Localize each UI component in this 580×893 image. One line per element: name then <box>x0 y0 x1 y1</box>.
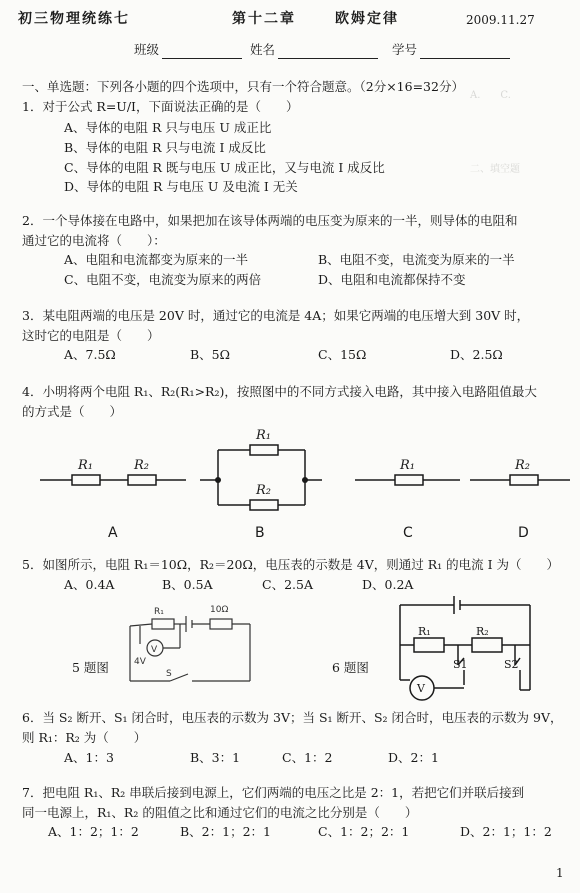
q1-option-c[interactable]: C、导体的电阻 R 既与电压 U 成正比，又与电流 I 成反比 <box>64 160 385 175</box>
q3-option-b[interactable]: B、5Ω <box>190 347 231 362</box>
chapter-label: 第十二章 <box>232 11 296 27</box>
junction-node <box>302 477 308 483</box>
exam-date: 2009.11.27 <box>466 13 535 27</box>
q6-option-b[interactable]: B、3：1 <box>190 750 241 765</box>
q5-option-b[interactable]: B、0.5A <box>162 577 213 592</box>
fig6-r2-label: R₂ <box>476 625 489 638</box>
fig6-circuit <box>380 590 550 720</box>
q4-circuit-figures <box>0 425 580 545</box>
fig5-reading-label: 4V <box>134 657 146 667</box>
q3-option-d[interactable]: D、2.5Ω <box>450 347 503 362</box>
q7-option-a[interactable]: A、1：2；1：2 <box>48 824 139 839</box>
fig6-caption: 6 题图 <box>332 660 369 675</box>
q4-label-d[interactable]: D <box>518 525 529 541</box>
q4-label-a[interactable]: A <box>108 525 118 541</box>
fig5-switch-label: S <box>166 669 172 679</box>
q4-stem: 4．小明将两个电阻 R₁、R₂(R₁>R₂)，按照图中的不同方式接入电路，其中接入电路阻值最大 <box>22 384 537 399</box>
page-number: 1 <box>556 866 564 880</box>
q4-label-c[interactable]: C <box>403 525 413 541</box>
q1-option-a[interactable]: A、导体的电阻 R 只与电压 U 成正比 <box>64 120 272 135</box>
q2-option-a[interactable]: A、电阻和电流都变为原来的一半 <box>64 252 249 267</box>
q4d-r2-label: R₂ <box>515 458 530 473</box>
junction-node <box>215 477 221 483</box>
q2-option-c[interactable]: C、电阻不变，电流变为原来的两倍 <box>64 272 262 287</box>
q4b-r2-label: R₂ <box>256 483 271 498</box>
q4a-r2-label: R₂ <box>134 458 149 473</box>
fig5-circuit <box>100 596 270 696</box>
q6-option-c[interactable]: C、1：2 <box>282 750 333 765</box>
q7-option-b[interactable]: B、2：1；2：1 <box>180 824 271 839</box>
q2-option-b[interactable]: B、电阻不变，电流变为原来的一半 <box>318 252 515 267</box>
fig6-s1-label: S1 <box>453 658 468 671</box>
name-blank[interactable] <box>278 58 378 59</box>
student-number-blank[interactable] <box>420 58 510 59</box>
q3-option-c[interactable]: C、15Ω <box>318 347 367 362</box>
q4-circuit-d <box>470 475 570 485</box>
q1-stem: 1．对于公式 R=U/I，下面说法正确的是（ ） <box>22 99 299 114</box>
topic-label: 欧姆定律 <box>335 11 399 27</box>
q3-option-a[interactable]: A、7.5Ω <box>64 347 116 362</box>
bleed-through-text: A. C. <box>470 90 511 101</box>
fig5-r1-label: R₁ <box>154 607 164 617</box>
student-number-label: 学号 <box>392 42 418 57</box>
q4a-r1-label: R₁ <box>78 458 93 473</box>
q7-option-d[interactable]: D、2：1；1：2 <box>460 824 552 839</box>
exam-title: 初三物理统练七 <box>18 11 130 27</box>
fig6-s2-label: S2 <box>504 658 519 671</box>
q6-stem-cont: 则 R₁：R₂ 为（ ） <box>22 730 147 745</box>
fig5-r2-label: 10Ω <box>210 605 229 615</box>
q7-stem-cont: 同一电源上，R₁、R₂ 的阻值之比和通过它们的电流之比分别是（ ） <box>22 805 418 820</box>
q1-option-b[interactable]: B、导体的电阻 R 只与电流 I 成反比 <box>64 140 266 155</box>
fig5-voltmeter-label: V <box>151 645 158 655</box>
q5-stem: 5．如图所示，电阻 R₁＝10Ω，R₂＝20Ω，电压表的示数是 4V，则通过 R₁ 的电流 I 为（ ） <box>22 557 560 572</box>
q6-stem: 6．当 S₂ 断开、S₁ 闭合时，电压表的示数为 3V；当 S₁ 断开、S₂ 闭合时，电压表的示数为 9V， <box>22 710 563 725</box>
q7-stem: 7．把电阻 R₁、R₂ 串联后接到电源上，它们两端的电压之比是 2：1，若把它们并联后接到 <box>22 785 525 800</box>
fig6-voltmeter-label: V <box>417 682 425 695</box>
q2-stem-cont: 通过它的电流将（ ）： <box>22 233 166 248</box>
q6-option-d[interactable]: D、2：1 <box>388 750 439 765</box>
bleed-through-text: 二、填空题 <box>470 164 520 175</box>
q4c-r1-label: R₁ <box>400 458 415 473</box>
q4-stem-cont: 的方式是（ ） <box>22 404 123 419</box>
class-blank[interactable] <box>162 58 242 59</box>
q4-circuit-a <box>40 475 186 485</box>
q5-option-d[interactable]: D、0.2A <box>362 577 414 592</box>
fig6-r1-label: R₁ <box>418 625 431 638</box>
q2-stem: 2．一个导体接在电路中，如果把加在该导体两端的电压变为原来的一半，则导体的电阻和 <box>22 213 518 228</box>
section-heading: 一、单选题：下列各小题的四个选项中，只有一个符合题意。（2分×16=32分） <box>22 79 464 94</box>
name-label: 姓名 <box>250 42 276 57</box>
fig5-caption: 5 题图 <box>72 660 109 675</box>
q4-circuit-c <box>355 475 460 485</box>
q6-option-a[interactable]: A、1：3 <box>64 750 114 765</box>
q4b-r1-label: R₁ <box>256 428 271 443</box>
q3-stem-cont: 这时它的电阻是（ ） <box>22 328 160 343</box>
q5-option-a[interactable]: A、0.4A <box>64 577 115 592</box>
q4-label-b[interactable]: B <box>255 525 265 541</box>
q3-stem: 3．某电阻两端的电压是 20V 时，通过它的电流是 4A；如果它两端的电压增大到 30V 时， <box>22 308 530 323</box>
class-label: 班级 <box>134 42 160 57</box>
q2-option-d[interactable]: D、电阻和电流都保持不变 <box>318 272 466 287</box>
q1-option-d[interactable]: D、导体的电阻 R 与电压 U 及电流 I 无关 <box>64 179 298 194</box>
q7-option-c[interactable]: C、1：2；2：1 <box>318 824 410 839</box>
q5-option-c[interactable]: C、2.5A <box>262 577 313 592</box>
